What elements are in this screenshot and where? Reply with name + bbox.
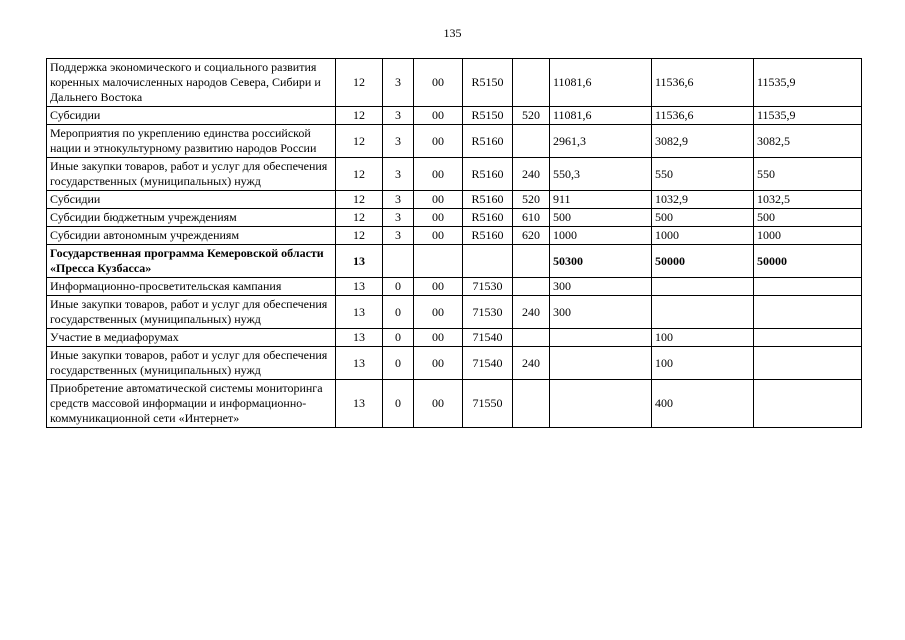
cell-expense-type: 240	[513, 158, 550, 191]
cell-amount-3: 50000	[754, 245, 862, 278]
cell-amount-2	[652, 278, 754, 296]
cell-amount-1: 11081,6	[550, 59, 652, 107]
cell-amount-3: 3082,5	[754, 125, 862, 158]
cell-section: 13	[336, 296, 383, 329]
cell-expense-type: 520	[513, 107, 550, 125]
cell-section: 12	[336, 125, 383, 158]
cell-subprogram: 00	[414, 209, 463, 227]
cell-subprogram: 00	[414, 107, 463, 125]
row-name: Иные закупки товаров, работ и услуг для обеспечения государственных (муниципальных) нужд	[47, 296, 336, 329]
cell-subsection: 0	[383, 380, 414, 428]
cell-amount-1: 300	[550, 296, 652, 329]
cell-subsection: 3	[383, 209, 414, 227]
cell-amount-2: 11536,6	[652, 59, 754, 107]
cell-amount-3: 500	[754, 209, 862, 227]
cell-subsection: 0	[383, 278, 414, 296]
cell-amount-1: 1000	[550, 227, 652, 245]
cell-amount-2: 3082,9	[652, 125, 754, 158]
row-name: Иные закупки товаров, работ и услуг для обеспечения государственных (муниципальных) нужд	[47, 158, 336, 191]
cell-subprogram: 00	[414, 296, 463, 329]
cell-amount-1	[550, 380, 652, 428]
cell-section: 13	[336, 380, 383, 428]
page-number: 135	[443, 26, 462, 40]
cell-section: 12	[336, 107, 383, 125]
cell-amount-2: 500	[652, 209, 754, 227]
cell-amount-2: 400	[652, 380, 754, 428]
cell-subprogram: 00	[414, 380, 463, 428]
cell-expense-type: 520	[513, 191, 550, 209]
cell-amount-2: 100	[652, 347, 754, 380]
cell-expense-type: 620	[513, 227, 550, 245]
row-name: Информационно-просветительская кампания	[47, 278, 336, 296]
cell-subsection: 3	[383, 125, 414, 158]
row-name: Субсидии	[47, 107, 336, 125]
table-row	[47, 125, 862, 158]
cell-expense-type: 610	[513, 209, 550, 227]
cell-target-code: R5150	[463, 59, 513, 107]
cell-amount-1	[550, 347, 652, 380]
table-row	[47, 278, 862, 296]
row-name: Субсидии	[47, 191, 336, 209]
cell-target-code	[463, 245, 513, 278]
table-row	[47, 158, 862, 191]
cell-amount-3: 11535,9	[754, 107, 862, 125]
table-row	[47, 227, 862, 245]
cell-expense-type	[513, 245, 550, 278]
cell-amount-3	[754, 347, 862, 380]
cell-subprogram: 00	[414, 125, 463, 158]
cell-section: 13	[336, 347, 383, 380]
cell-expense-type	[513, 278, 550, 296]
cell-amount-2: 1000	[652, 227, 754, 245]
cell-subsection: 3	[383, 107, 414, 125]
row-name: Приобретение автоматической системы мониторинга средств массовой информации и информационно-коммуникационной сети «Интернет»	[47, 380, 336, 428]
cell-amount-1: 2961,3	[550, 125, 652, 158]
cell-amount-2: 550	[652, 158, 754, 191]
cell-amount-1: 911	[550, 191, 652, 209]
cell-amount-1: 550,3	[550, 158, 652, 191]
cell-subprogram: 00	[414, 329, 463, 347]
cell-target-code: R5160	[463, 191, 513, 209]
table-row	[47, 59, 862, 107]
table-row	[47, 209, 862, 227]
cell-subsection: 3	[383, 59, 414, 107]
row-name: Иные закупки товаров, работ и услуг для обеспечения государственных (муниципальных) нужд	[47, 347, 336, 380]
cell-subprogram: 00	[414, 158, 463, 191]
cell-target-code: R5160	[463, 227, 513, 245]
cell-target-code: R5160	[463, 158, 513, 191]
budget-table	[46, 58, 862, 428]
cell-subprogram: 00	[414, 227, 463, 245]
cell-subprogram: 00	[414, 59, 463, 107]
cell-amount-2: 1032,9	[652, 191, 754, 209]
cell-subsection: 3	[383, 191, 414, 209]
cell-amount-3: 1032,5	[754, 191, 862, 209]
cell-amount-3	[754, 278, 862, 296]
cell-section: 12	[336, 191, 383, 209]
cell-expense-type	[513, 380, 550, 428]
cell-amount-3	[754, 329, 862, 347]
cell-target-code: 71530	[463, 296, 513, 329]
cell-amount-3: 550	[754, 158, 862, 191]
cell-subprogram: 00	[414, 347, 463, 380]
cell-amount-2: 11536,6	[652, 107, 754, 125]
cell-target-code: R5160	[463, 209, 513, 227]
cell-subsection: 0	[383, 329, 414, 347]
table-row	[47, 347, 862, 380]
cell-target-code: 71530	[463, 278, 513, 296]
cell-amount-3	[754, 296, 862, 329]
cell-subprogram: 00	[414, 278, 463, 296]
row-name: Мероприятия по укреплению единства российской нации и этнокультурному развитию народов России	[47, 125, 336, 158]
table-row	[47, 245, 862, 278]
cell-subprogram: 00	[414, 191, 463, 209]
cell-subsection	[383, 245, 414, 278]
cell-expense-type	[513, 59, 550, 107]
cell-expense-type	[513, 125, 550, 158]
cell-section: 12	[336, 59, 383, 107]
row-name: Государственная программа Кемеровской области «Пресса Кузбасса»	[47, 245, 336, 278]
cell-amount-1: 300	[550, 278, 652, 296]
cell-section: 12	[336, 209, 383, 227]
cell-amount-3	[754, 380, 862, 428]
cell-expense-type: 240	[513, 347, 550, 380]
cell-target-code: 71540	[463, 329, 513, 347]
table-row	[47, 191, 862, 209]
cell-subsection: 3	[383, 158, 414, 191]
cell-amount-1: 11081,6	[550, 107, 652, 125]
table-row	[47, 329, 862, 347]
row-name: Поддержка экономического и социального развития коренных малочисленных народов Севера, Сибири и Дальнего Востока	[47, 59, 336, 107]
table-row	[47, 380, 862, 428]
cell-section: 12	[336, 227, 383, 245]
cell-expense-type	[513, 329, 550, 347]
cell-subsection: 0	[383, 296, 414, 329]
cell-amount-3: 11535,9	[754, 59, 862, 107]
table-body	[47, 59, 862, 428]
cell-expense-type: 240	[513, 296, 550, 329]
row-name: Субсидии автономным учреждениям	[47, 227, 336, 245]
cell-amount-2: 100	[652, 329, 754, 347]
cell-section: 13	[336, 329, 383, 347]
cell-amount-3: 1000	[754, 227, 862, 245]
cell-amount-1	[550, 329, 652, 347]
row-name: Субсидии бюджетным учреждениям	[47, 209, 336, 227]
cell-section: 13	[336, 278, 383, 296]
cell-section: 12	[336, 158, 383, 191]
cell-target-code: 71550	[463, 380, 513, 428]
cell-amount-1: 50300	[550, 245, 652, 278]
cell-section: 13	[336, 245, 383, 278]
cell-target-code: R5160	[463, 125, 513, 158]
cell-target-code: R5150	[463, 107, 513, 125]
cell-amount-2	[652, 296, 754, 329]
cell-subsection: 0	[383, 347, 414, 380]
row-name: Участие в медиафорумах	[47, 329, 336, 347]
cell-amount-1: 500	[550, 209, 652, 227]
cell-target-code: 71540	[463, 347, 513, 380]
cell-subsection: 3	[383, 227, 414, 245]
table-row	[47, 107, 862, 125]
cell-subprogram	[414, 245, 463, 278]
table-row	[47, 296, 862, 329]
cell-amount-2: 50000	[652, 245, 754, 278]
